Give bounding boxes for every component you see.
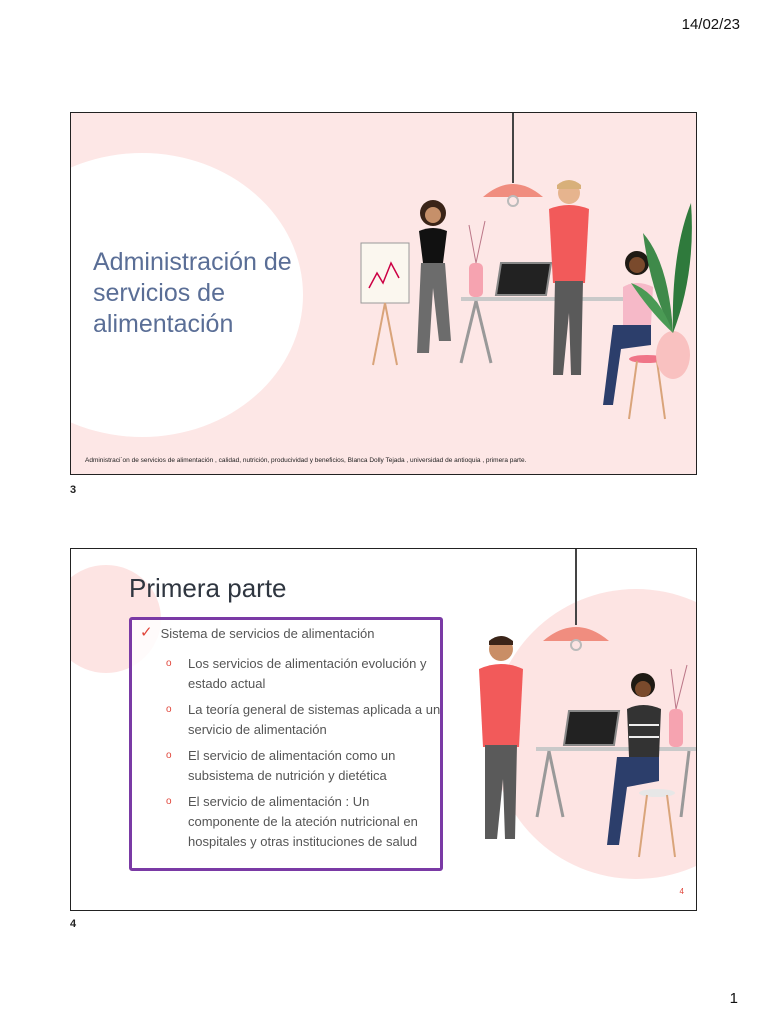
slide-number: 4 [70, 918, 77, 930]
slide-corner-number: 4 [679, 887, 684, 896]
main-list-item [140, 626, 374, 641]
main-list-item-label: Sistema de servicios de alimentación [160, 626, 375, 641]
slide-number: 3 [70, 484, 77, 496]
slide-title: Primera parte [129, 573, 287, 603]
content-box [129, 617, 443, 871]
header-date: 14/02/23 [681, 16, 740, 33]
slide-3 [70, 112, 697, 475]
slide-caption: Administraci´on de servicios de alimentación , calidad, nutrición, producividad y beneficios, Blanca Dolly Tejada , universidad de antioquia , primera parte. [85, 457, 527, 464]
list-item-text: El servicio de alimentación : Un componente de la ateción nutricional en hospitales y otras instituciones de salud [188, 794, 418, 849]
office-people-illustration [451, 549, 697, 879]
circle-bullet-icon: o [166, 796, 172, 807]
list-item-text: El servicio de alimentación como un subsistema de nutrición y dietética [188, 748, 396, 783]
office-people-illustration [351, 113, 697, 443]
slide-4 [70, 548, 697, 911]
list-item [166, 700, 444, 740]
circle-bullet-icon: o [166, 658, 172, 669]
page-number: 1 [729, 990, 738, 1007]
sub-list [166, 654, 444, 858]
list-item [166, 654, 444, 694]
list-item-text: Los servicios de alimentación evolución y estado actual [188, 656, 427, 691]
circle-bullet-icon: o [166, 704, 172, 715]
checkmark-icon: ✓ [140, 624, 153, 641]
list-item [166, 792, 444, 852]
circle-bullet-icon: o [166, 750, 172, 761]
list-item [166, 746, 444, 786]
list-item-text: La teoría general de sistemas aplicada a un servicio de alimentación [188, 702, 441, 737]
slide-title: Administración de servicios de alimentación [93, 248, 292, 338]
